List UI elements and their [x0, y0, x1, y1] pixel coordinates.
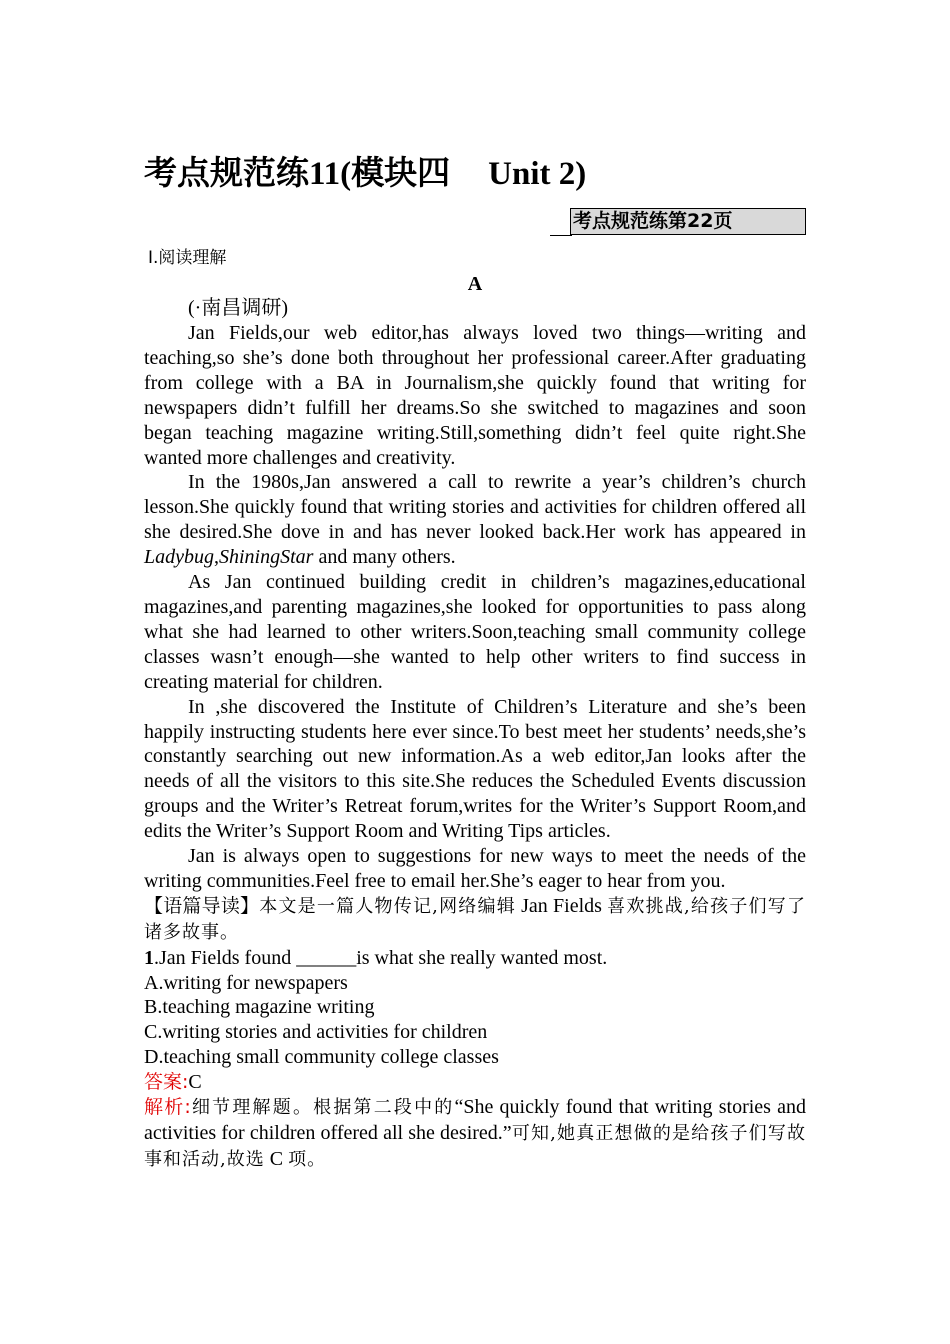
- reference-underline: [550, 235, 572, 236]
- guide-text-a: 本文是一篇人物传记,网络编辑: [259, 895, 516, 917]
- title-main: 考点规范练11(模块四: [144, 156, 451, 192]
- page-reference-row: [144, 208, 806, 238]
- paragraph-3: As Jan continued building credit in children’s magazines,educational magazines,and parenting magazines,she looked for opportunities to pass along what she had learned to other writers.Soon,teaching small community college classes wasn’t enough—she wanted to help other writers to find success in creating material for children.: [144, 571, 806, 693]
- question-1: [144, 946, 806, 971]
- document-page: [144, 150, 806, 1173]
- question-number: 1: [144, 946, 154, 969]
- guide-label: 【语篇导读】: [144, 894, 260, 917]
- answer-label: 答案:: [144, 1071, 189, 1094]
- page-title: [144, 150, 806, 198]
- paragraph-2: [144, 470, 806, 570]
- italic-title-shiningstar: ShiningStar: [219, 546, 314, 569]
- analysis-label: 解析:: [144, 1096, 191, 1119]
- passage-guide: [144, 894, 806, 946]
- analysis-text-d: 项。: [288, 1148, 327, 1170]
- question-text: .Jan Fields found ______is what she really wanted most.: [154, 946, 608, 969]
- analysis-text-c: C: [264, 1147, 289, 1170]
- paragraph-2-comma: ,: [214, 546, 219, 569]
- analysis-quote: “She quickly found that writing stories and activities for children offered all she desired.”: [144, 1096, 807, 1144]
- passage-source: (·南昌调研): [188, 297, 288, 319]
- guide-text-name: Jan Fields: [515, 894, 608, 917]
- title-unit: Unit 2): [488, 156, 587, 192]
- guide-text-b: 喜欢挑战,给孩子们写了诸多故事。: [144, 895, 806, 943]
- analysis-line: [144, 1095, 806, 1173]
- analysis-text-b: 可知,她真正想做的是给孩子们写故事和活动,故选: [144, 1123, 806, 1170]
- passage-letter: A: [467, 273, 483, 295]
- option-b: B.teaching magazine writing: [144, 996, 375, 1019]
- answer-line: [144, 1070, 806, 1095]
- answer-value: C: [188, 1071, 202, 1094]
- page-reference-box: 考点规范练第22页: [570, 208, 806, 235]
- paragraph-2-tail: and many others.: [313, 546, 456, 569]
- option-a: A.writing for newspapers: [144, 971, 348, 994]
- section-heading: Ⅰ.阅读理解: [148, 248, 227, 268]
- option-c: C.writing stories and activities for children: [144, 1021, 488, 1044]
- paragraph-5: Jan is always open to suggestions for new ways to meet the needs of the writing communities.Feel free to email her.She’s eager to hear from you.: [144, 845, 806, 892]
- italic-title-ladybug: Ladybug: [144, 546, 214, 569]
- paragraph-2-text: In the 1980s,Jan answered a call to rewrite a year’s children’s church lesson.She quickly found that writing stories and activities for children offered all she desired.She dove in and has never looked back.Her work has appeared in: [144, 471, 806, 544]
- paragraph-4: In ,she discovered the Institute of Children’s Literature and she’s been happily instructing students here ever since.To best meet her students’ needs,she’s constantly searching out new information.As a web editor,Jan looks after the needs of all the visitors to this site.She reduces the Scheduled Events discussion groups and the Writer’s Retreat forum,writes for the Writer’s Support Room,and edits the Writer’s Support Room and Writing Tips articles.: [144, 695, 806, 843]
- paragraph-1: Jan Fields,our web editor,has always loved two things—writing and teaching,so she’s done both throughout her professional career.After graduating from college with a BA in Journalism,she quickly found that writing for newspapers didn’t fulfill her dreams.So she switched to magazines and soon began teaching magazine writing.Still,something didn’t feel quite right.She wanted more challenges and creativity.: [144, 322, 806, 469]
- analysis-text-a: 细节理解题。根据第二段中的: [190, 1097, 455, 1119]
- option-d: D.teaching small community college classes: [144, 1046, 499, 1069]
